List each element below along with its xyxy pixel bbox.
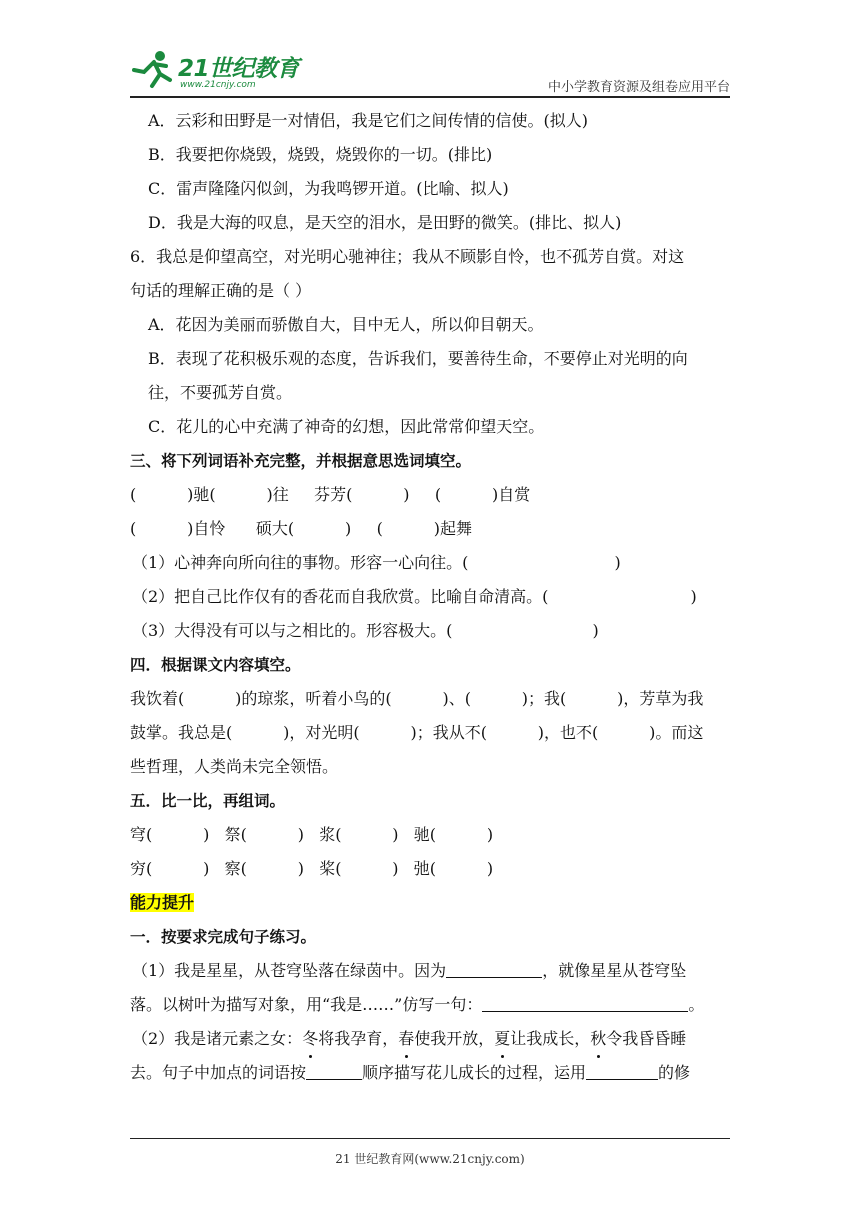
- q5-option-b: B．我要把你烧毁，烧毁，烧毁你的一切。(排比): [148, 145, 493, 164]
- header-divider: [130, 96, 730, 98]
- q6-stem-2: 句话的理解正确的是（ ）: [130, 281, 312, 300]
- section-1-title: 一．按要求完成句子练习。: [130, 928, 317, 946]
- blank: [586, 1059, 658, 1080]
- document-body: [130, 104, 730, 1090]
- section-4-title: 四．根据课文内容填空。: [130, 656, 301, 674]
- page-header: [130, 46, 730, 98]
- logo: [130, 46, 320, 98]
- q6-option-b-1: B．表现了花积极乐观的态度，告诉我们，要善待生命，不要停止对光明的向: [148, 349, 688, 368]
- sec1-item-2-line-2: 去。句子中加点的词语按 顺序描写花儿成长的过程，运用 的修: [130, 1056, 730, 1090]
- logo-url: www.21cnjy.com: [180, 80, 256, 90]
- logo-text: 21世纪教育: [178, 56, 300, 82]
- sec3-words-1: ( )驰( )往 芬芳( ) ( )自赏: [130, 485, 531, 504]
- sec3-words-2: ( )自怜 硕大( ) ( )起舞: [130, 519, 472, 538]
- q6-option-c: C．花儿的心中充满了神奇的幻想，因此常常仰望天空。: [148, 417, 545, 436]
- sec3-def-3: （3）大得没有可以与之相比的。形容极大。( ): [132, 621, 599, 640]
- q6-stem-1: 6．我总是仰望高空，对光明心驰神往；我从不顾影自怜，也不孤芳自赏。对这: [130, 247, 685, 266]
- sec4-line-2: 鼓掌。我总是( )，对光明( )；我从不( )，也不( )。而这: [130, 723, 704, 742]
- sec4-line-1: 我饮着( )的琼浆，听着小鸟的( )、( )；我( )，芳草为我: [130, 689, 704, 708]
- blank: [482, 991, 688, 1012]
- sec5-row-1: 穹( ) 祭( ) 浆( ) 驰( ): [130, 825, 494, 844]
- page-footer: 21 世纪教育网(www.21cnjy.com): [335, 1152, 525, 1166]
- sec1-item-1-line-2: 落。以树叶为描写对象，用“我是……”仿写一句： 。: [130, 988, 730, 1022]
- blank: [446, 957, 542, 978]
- sec5-row-2: 穷( ) 察( ) 桨( ) 弛( ): [130, 859, 494, 878]
- footer-divider: [130, 1138, 730, 1139]
- q6-option-a: A．花因为美丽而骄傲自大，目中无人，所以仰目朝天。: [148, 315, 544, 334]
- sec1-item-1-line-1: （1）我是星星，从苍穹坠落在绿茵中。因为 ，就像星星从苍穹坠: [130, 954, 730, 988]
- platform-name: 中小学教育资源及组卷应用平台: [547, 80, 730, 95]
- sec3-def-2: （2）把自己比作仅有的香花而自我欣赏。比喻自命清高。( ): [132, 587, 697, 606]
- q5-option-a: A．云彩和田野是一对情侣，我是它们之间传情的信使。(拟人): [148, 111, 589, 130]
- section-3-title: 三、将下列词语补充完整，并根据意思选词填空。: [130, 452, 472, 470]
- blank: [306, 1059, 362, 1080]
- section-5-title: 五．比一比，再组词。: [130, 792, 286, 810]
- runner-icon: [130, 50, 178, 90]
- sec4-line-3: 些哲理，人类尚未完全领悟。: [130, 757, 339, 776]
- q5-option-d: D．我是大海的叹息，是天空的泪水，是田野的微笑。(排比、拟人): [148, 213, 622, 232]
- q5-option-c: C．雷声隆隆闪似剑，为我鸣锣开道。(比喻、拟人): [148, 179, 509, 198]
- q6-option-b-2: 往，不要孤芳自赏。: [148, 383, 293, 402]
- sec1-item-2-line-1: （2）我是诸元素之女：冬将我孕育，春使我开放，夏让我成长，秋令我昏昏睡: [130, 1022, 730, 1056]
- sec3-def-1: （1）心神奔向所向往的事物。形容一心向往。( ): [132, 553, 621, 572]
- ability-heading: 能力提升: [130, 893, 195, 912]
